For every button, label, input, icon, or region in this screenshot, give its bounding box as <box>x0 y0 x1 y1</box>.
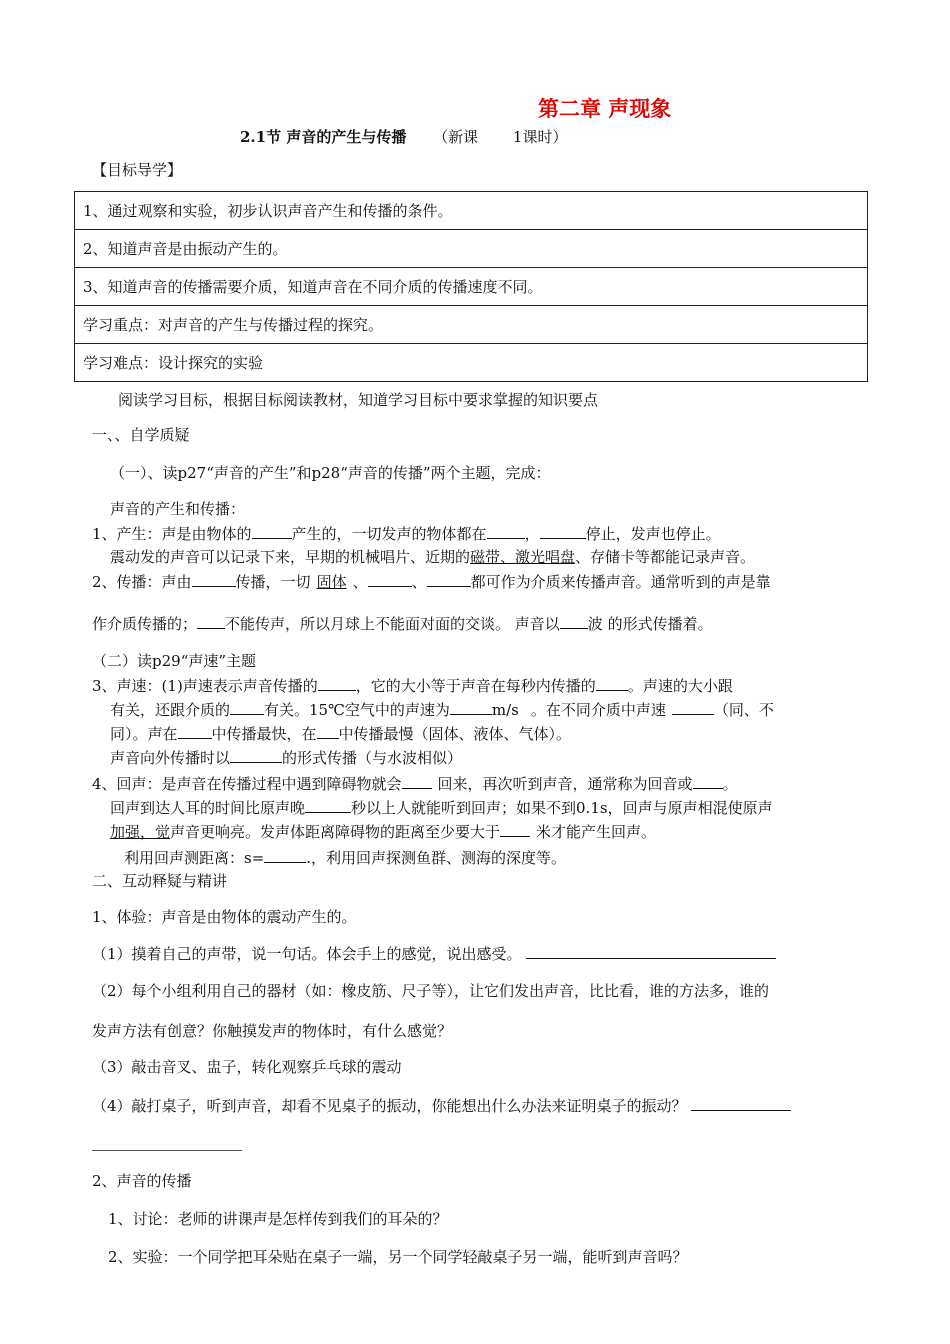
blank[interactable] <box>450 699 492 715</box>
fill-line-echo: 4、回声：是声音在传播过程中遇到障碍物就会 回来，再次听到声音，通常称为回音或 。 <box>92 775 738 793</box>
part1-sub1: （一）、读p27“声音的产生”和p28“声音的传播”两个主题，完成： <box>110 464 551 482</box>
question-2-1: 1、讨论：老师的讲课声是怎样传到我们的耳朵的？ <box>108 1210 448 1228</box>
blank[interactable] <box>540 523 586 539</box>
section-type: （新课 <box>433 128 479 146</box>
question-1: 1、体验：声音是由物体的震动产生的。 <box>92 908 357 926</box>
answer-blank[interactable] <box>526 943 776 959</box>
question-1-4: （4）敲打桌子，听到声音，却看不见桌子的振动，你能想出什么办法来证明桌子的振动？ <box>92 1095 791 1116</box>
goal-item: 3、知道声音的传播需要介质，知道声音在不同介质的传播速度不同。 <box>75 268 868 306</box>
goals-table <box>74 191 868 382</box>
fill-line-echo-2: 回声到达人耳的时间比原声晚 秒以上人就能听到回声；如果不到0.1s，回声与原声相混使原声 <box>110 799 773 817</box>
fill-line-speed-3: 同）。声在 中传播最快，在 中传播最慢（固体、液体、气体）。 <box>110 725 572 743</box>
key-point: 学习重点：对声音的产生与传播过程的探究。 <box>75 306 868 344</box>
fill-line-speed: 3、声速：(1)声速表示声音传播的 ，它的大小等于声音在每秒内传播的 。声速的大小跟 <box>92 677 733 695</box>
section-title: 2.1节 声音的产生与传播 <box>240 128 407 146</box>
blank[interactable] <box>178 723 212 739</box>
blank[interactable] <box>427 571 471 587</box>
question-2: 2、声音的传播 <box>92 1172 192 1190</box>
goal-item: 1、通过观察和实验，初步认识声音产生和传播的条件。 <box>75 192 868 230</box>
question-1-2: （2）每个小组利用自己的器材（如：橡皮筋、尺子等），让它们发出声音，比比看，谁的方法多，谁的 <box>92 982 770 1000</box>
fill-line-production: 1、产生：声是由物体的 产生的，一切发声的物体都在 ， 停止，发声也停止。 <box>92 525 721 543</box>
recording-line: 震动发的声音可以记录下来，早期的机械唱片、近期的磁带、激光唱盘、存储卡等都能记录声音。 <box>110 548 756 566</box>
fill-line-echo-3: 加强，觉声音更响亮。发声体距离障碍物的距离至少要大于 米才能产生回声。 <box>110 823 657 841</box>
blank[interactable] <box>368 571 412 587</box>
blank[interactable] <box>252 523 292 539</box>
part1-title: 一、、自学质疑 <box>92 426 190 444</box>
goal-item: 2、知道声音是由振动产生的。 <box>75 230 868 268</box>
part1-sub2: （二）读p29“声速”主题 <box>92 652 257 670</box>
answer-blank[interactable] <box>691 1095 791 1111</box>
blank[interactable] <box>402 773 432 789</box>
blank[interactable] <box>230 699 264 715</box>
part2-title: 二、互动释疑与精讲 <box>92 872 228 890</box>
goals-heading: 【目标导学】 <box>92 161 183 179</box>
blank[interactable] <box>305 797 351 813</box>
blank[interactable] <box>230 747 282 763</box>
blank[interactable] <box>672 699 714 715</box>
blank[interactable] <box>197 613 225 629</box>
intro-text: 阅读学习目标，根据目标阅读教材，知道学习目标中要求掌握的知识要点 <box>118 391 599 409</box>
difficult-point: 学习难点：设计探究的实验 <box>75 344 868 382</box>
blank[interactable] <box>192 571 236 587</box>
fill-line-medium: 作介质传播的； 不能传声，所以月球上不能面对面的交谈。 声音以 波 的形式传播着。 <box>92 615 713 633</box>
section-hours: 1课时） <box>512 128 568 146</box>
part1-sub1-head: 声音的产生和传播： <box>110 500 246 518</box>
question-2-2: 2、实验：一个同学把耳朵贴在桌子一端，另一个同学轻敲桌子另一端，能听到声音吗？ <box>108 1248 688 1266</box>
question-1-1: （1）摸着自己的声带，说一句话。体会手上的感觉，说出感受。 <box>92 943 776 964</box>
question-1-2b: 发声方法有创意？你触摸发声的物体时，有什么感觉？ <box>92 1022 453 1040</box>
fill-line-propagation: 2、传播：声由 传播，一切 固体 、 、 都可作为介质来传播声音。通常听到的声是靠 <box>92 573 771 591</box>
blank[interactable] <box>560 613 588 629</box>
blank[interactable] <box>317 723 339 739</box>
question-1-3: （3）敲击音叉、盅子，转化观察乒乓球的震动 <box>92 1058 402 1076</box>
chapter-title: 第二章 声现象 <box>538 96 672 121</box>
blank[interactable] <box>500 821 530 837</box>
blank[interactable] <box>693 773 723 789</box>
section-heading <box>240 127 567 147</box>
blank[interactable] <box>596 675 628 691</box>
answer-line[interactable] <box>92 1150 242 1151</box>
fill-line-echo-4: 利用回声测距离：s= .，利用回声探测鱼群、测海的深度等。 <box>124 849 567 867</box>
blank[interactable] <box>318 675 356 691</box>
fill-line-wave: 声音向外传播时以 的形式传播（与水波相似） <box>110 749 463 767</box>
blank[interactable] <box>487 523 525 539</box>
fill-line-speed-2: 有关，还跟介质的 有关。15℃空气中的声速为 m/s 。在不同介质中声速 （同、不 <box>110 701 774 719</box>
blank[interactable] <box>264 847 306 863</box>
